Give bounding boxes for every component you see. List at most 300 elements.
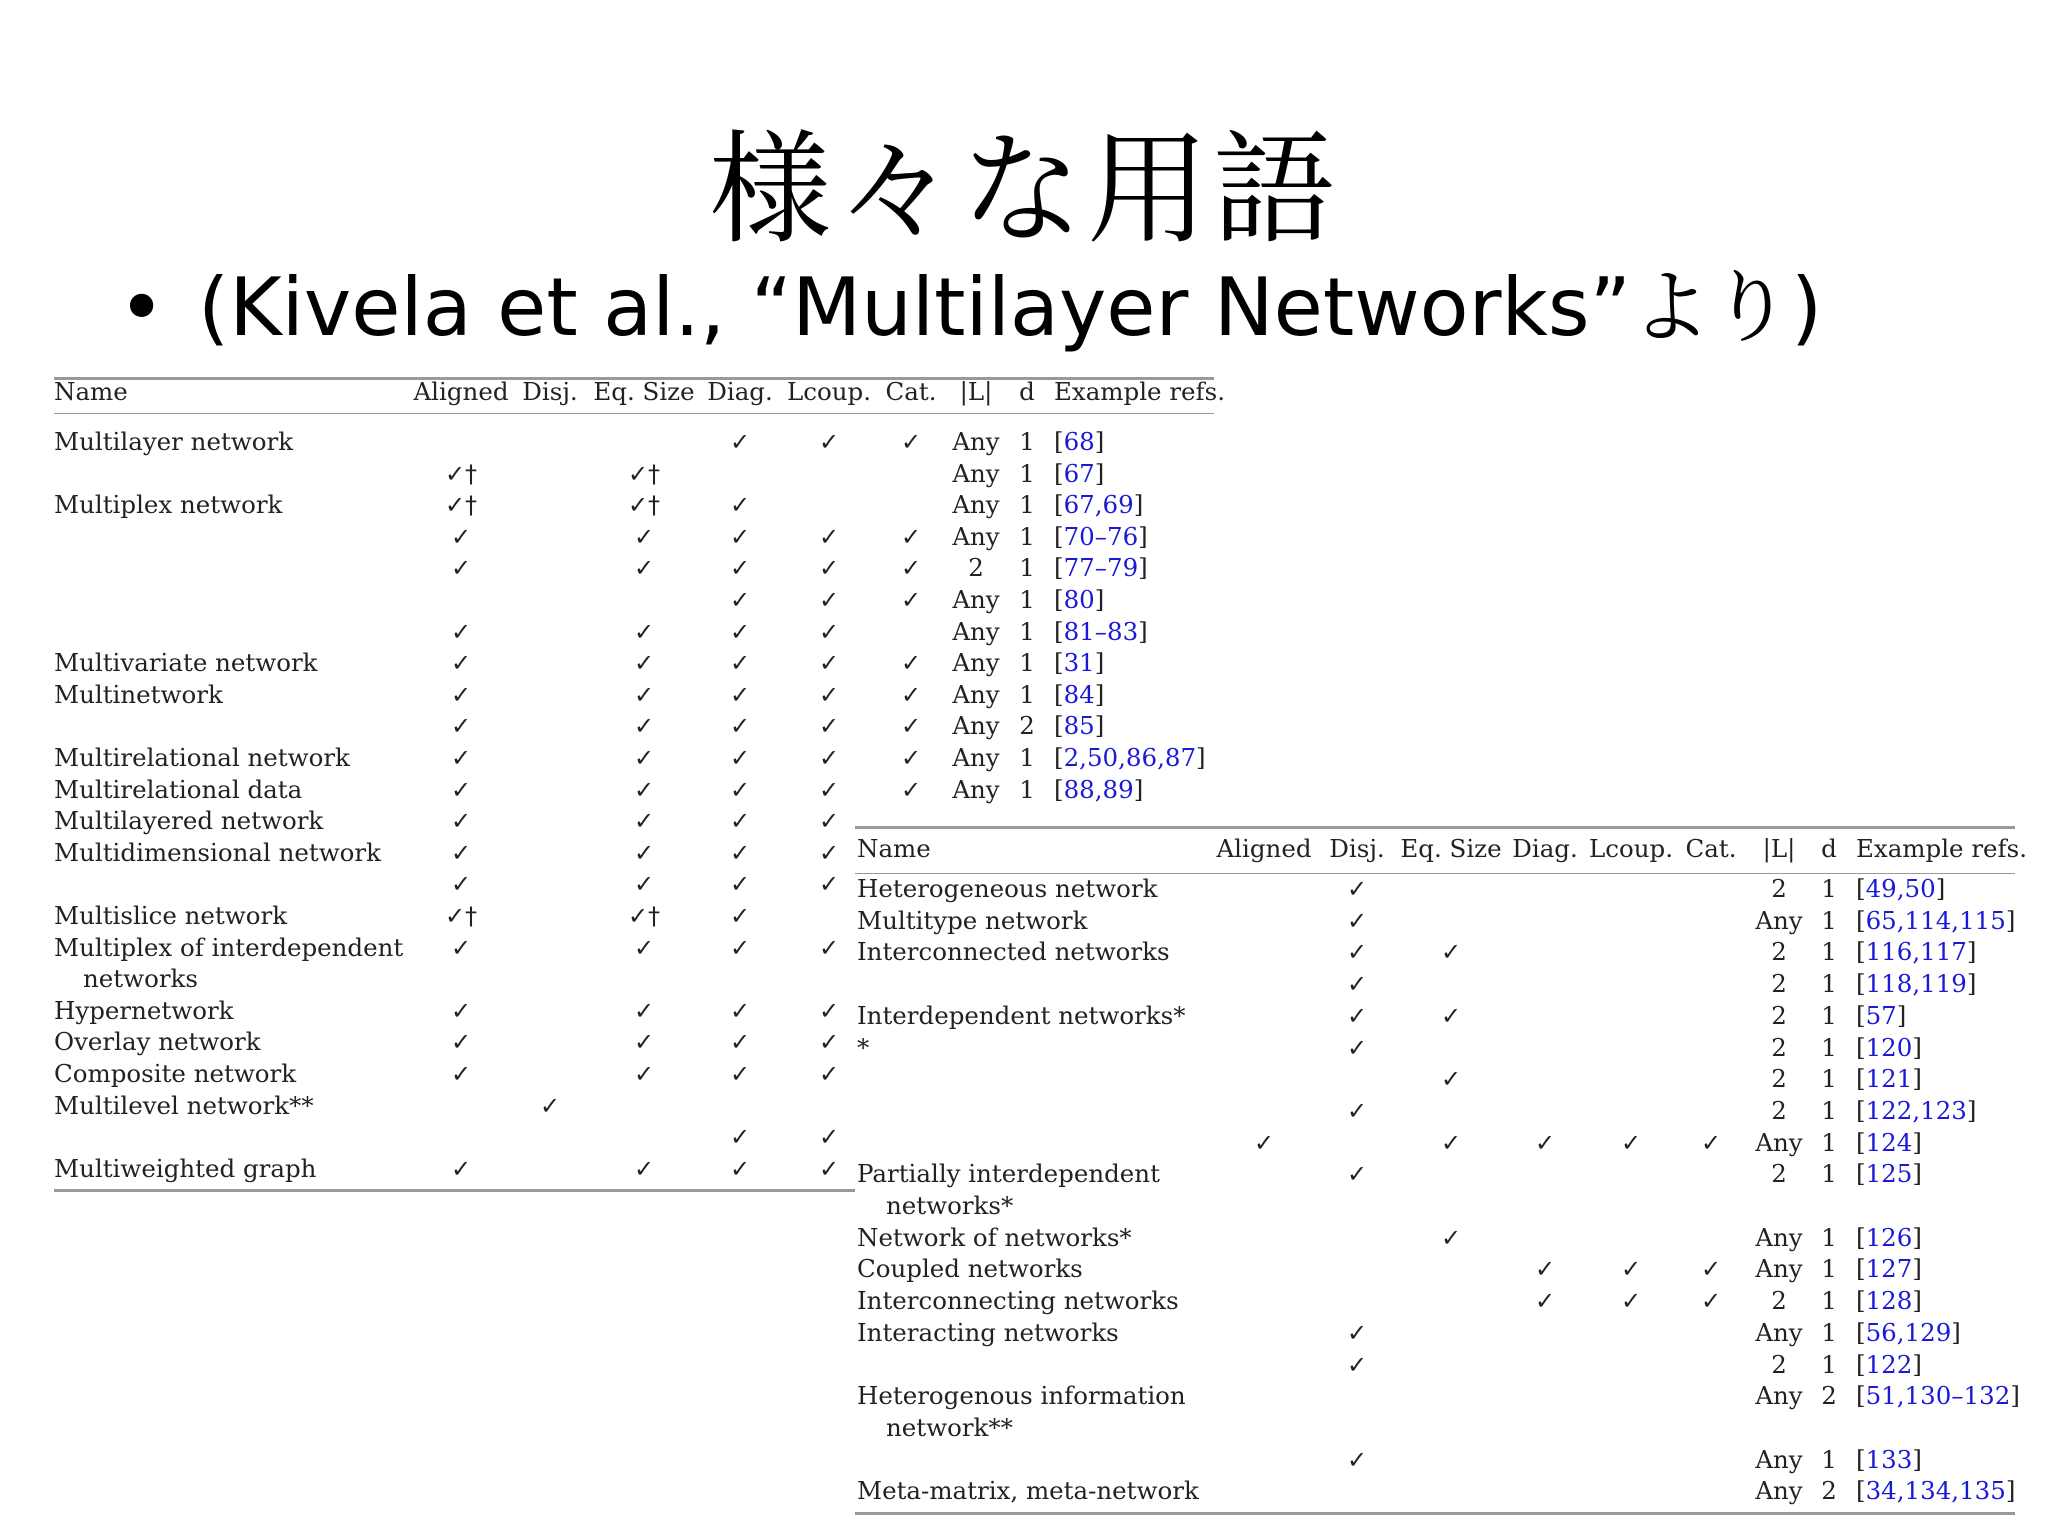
cell-cat: ✓: [900, 428, 922, 456]
row-name: Multiweighted graph: [54, 1153, 317, 1183]
row-name: *: [857, 1032, 870, 1062]
cell-layers: Any: [1755, 905, 1803, 935]
cell-d: 1: [1019, 458, 1035, 488]
row-name: Coupled networks: [857, 1254, 1083, 1284]
row-name: Heterogenous information: [857, 1381, 1186, 1411]
table-bottom-rule: [855, 1512, 2015, 1515]
cell-layers: 2: [1771, 1159, 1787, 1189]
column-header-aligned: Aligned: [413, 377, 509, 406]
cell-aligned: ✓: [450, 775, 472, 804]
row-refs: [1856, 1381, 2020, 1411]
cell-d: 1: [1821, 937, 1837, 967]
cell-aligned: ✓: [450, 712, 472, 741]
row-name: Multilayered network: [54, 806, 324, 836]
row-name: Partially interdependent: [857, 1159, 1160, 1189]
ref-bracket-open: [: [1856, 905, 1866, 935]
cell-layers: Any: [952, 648, 1000, 678]
cell-lcoup: ✓: [818, 554, 840, 583]
ref-link[interactable]: 34,134,135: [1865, 1476, 2006, 1506]
cell-d: 1: [1019, 553, 1035, 583]
row-refs: [1054, 427, 1104, 457]
cell-lcoup: ✓: [818, 1060, 840, 1088]
row-refs: [1054, 743, 1206, 773]
ref-bracket-close: ]: [1966, 1095, 1977, 1125]
ref-link[interactable]: 128: [1865, 1286, 1913, 1316]
cell-layers: 2: [1771, 1064, 1787, 1094]
cell-layers: Any: [1755, 1127, 1803, 1157]
cell-disj: ✓: [1346, 906, 1368, 935]
row-refs: [1856, 1128, 1922, 1158]
cell-d: 1: [1821, 1254, 1837, 1284]
cell-lcoup: ✓: [1620, 1255, 1642, 1284]
cell-d: 1: [1019, 427, 1035, 456]
cell-eq-size: ✓: [1440, 1223, 1462, 1252]
ref-link[interactable]: 127: [1865, 1254, 1913, 1284]
ref-link[interactable]: 116,117: [1865, 937, 1967, 967]
ref-bracket-open: [: [1054, 585, 1064, 614]
ref-bracket-open: [: [1054, 521, 1064, 551]
row-name: networks: [83, 964, 198, 994]
cell-disj: ✓: [1346, 1033, 1368, 1062]
column-header-cat: Cat.: [1685, 834, 1737, 863]
cell-d: 1: [1019, 521, 1035, 551]
cell-d: 1: [1821, 1222, 1837, 1252]
cell-d: 2: [1821, 1381, 1837, 1411]
ref-bracket-close: ]: [1196, 743, 1206, 772]
cell-diag: ✓: [729, 933, 751, 962]
cell-lcoup: ✓: [1620, 1128, 1642, 1157]
cell-layers: Any: [1755, 1222, 1803, 1252]
ref-bracket-open: [: [1054, 616, 1064, 646]
row-refs: [1856, 1350, 1922, 1380]
ref-bracket-open: [: [1856, 1286, 1866, 1316]
row-refs: [1856, 874, 1945, 904]
ref-link[interactable]: 122,123: [1865, 1095, 1967, 1125]
row-refs: [1856, 1033, 1922, 1063]
cell-d: 1: [1821, 1064, 1837, 1094]
cell-eq-size: ✓: [1440, 1128, 1462, 1157]
ref-link[interactable]: 120: [1865, 1032, 1913, 1062]
row-refs: [1054, 522, 1148, 552]
bullet-marker: •: [118, 261, 166, 354]
cell-eq-size: ✓: [633, 775, 655, 804]
cell-disj: ✓: [1346, 1001, 1368, 1030]
cell-cat: ✓: [1700, 1128, 1722, 1157]
ref-bracket-open: [: [1054, 427, 1064, 456]
column-header-aligned: Aligned: [1216, 834, 1312, 863]
ref-bracket-close: ]: [1966, 969, 1977, 999]
row-name: Hypernetwork: [54, 995, 234, 1025]
row-refs: [1054, 680, 1104, 710]
cell-aligned: ✓†: [444, 459, 478, 488]
row-refs: [1856, 969, 1976, 999]
ref-link[interactable]: 68: [1063, 427, 1095, 456]
cell-disj: ✓: [1346, 875, 1368, 903]
cell-lcoup: ✓: [1620, 1287, 1642, 1316]
cell-aligned: ✓: [450, 807, 472, 836]
ref-bracket-open: [: [1054, 743, 1064, 772]
ref-link[interactable]: 67: [1063, 458, 1095, 488]
cell-d: 1: [1019, 616, 1035, 646]
ref-link[interactable]: 70–76: [1063, 521, 1139, 551]
cell-cat: ✓: [900, 680, 922, 709]
ref-bracket-close: ]: [1094, 711, 1105, 741]
cell-diag: ✓: [729, 554, 751, 583]
cell-disj: ✓: [1346, 1350, 1368, 1379]
ref-link[interactable]: 121: [1865, 1064, 1913, 1094]
ref-bracket-close: ]: [2010, 1381, 2020, 1411]
ref-link[interactable]: 51,130–132: [1865, 1381, 2011, 1411]
row-name: Multilayer network: [54, 427, 294, 456]
row-refs: [1856, 937, 1976, 967]
cell-diag: ✓: [729, 712, 751, 741]
ref-bracket-close: ]: [2005, 905, 2016, 935]
cell-layers: 2: [1771, 969, 1787, 999]
cell-cat: ✓: [900, 775, 922, 804]
row-name: Multirelational network: [54, 743, 350, 772]
cell-layers: Any: [952, 774, 1000, 804]
row-refs: [1054, 775, 1143, 805]
ref-bracket-open: [: [1856, 1032, 1866, 1062]
cell-eq-size: ✓: [633, 617, 655, 646]
cell-aligned: ✓: [450, 522, 472, 551]
table-top-rule: [855, 826, 2015, 829]
cell-layers: Any: [1755, 1444, 1803, 1474]
cell-eq-size: ✓: [1440, 1001, 1462, 1030]
ref-link[interactable]: 67,69: [1063, 490, 1134, 520]
cell-diag: ✓: [729, 775, 751, 804]
cell-cat: ✓: [900, 649, 922, 678]
cell-diag: ✓: [729, 1060, 751, 1088]
cell-d: 1: [1019, 679, 1035, 709]
ref-bracket-close: ]: [1912, 1254, 1922, 1284]
cell-eq-size: ✓: [633, 807, 655, 836]
ref-bracket-close: ]: [1912, 1159, 1922, 1189]
cell-d: 1: [1821, 1095, 1837, 1125]
ref-bracket-open: [: [1856, 1222, 1866, 1252]
ref-bracket-open: [: [1856, 937, 1866, 967]
ref-bracket-close: ]: [1094, 427, 1105, 456]
cell-lcoup: ✓: [818, 838, 840, 867]
row-name: Interacting networks: [857, 1317, 1119, 1347]
cell-eq-size: ✓: [633, 838, 655, 867]
cell-lcoup: ✓: [818, 1154, 840, 1183]
row-refs: [1054, 617, 1148, 647]
cell-layers: Any: [952, 679, 1000, 709]
column-header-eq-size: Eq. Size: [593, 377, 695, 406]
cell-layers: Any: [1755, 1254, 1803, 1284]
ref-bracket-open: [: [1856, 1317, 1866, 1347]
ref-bracket-open: [: [1856, 1254, 1866, 1284]
cell-disj: ✓: [1346, 1096, 1368, 1125]
cell-layers: 2: [1771, 1349, 1787, 1379]
bullet-item: [118, 258, 1822, 358]
row-name: Multiplex of interdependent: [54, 932, 404, 962]
cell-cat: ✓: [900, 744, 922, 772]
cell-layers: Any: [952, 490, 1000, 520]
cell-diag: ✓: [729, 807, 751, 836]
ref-bracket-open: [: [1054, 774, 1064, 804]
row-name: Interconnected networks: [857, 937, 1170, 967]
cell-layers: 2: [1771, 1286, 1787, 1316]
row-name: Interdependent networks*: [857, 1000, 1186, 1030]
cell-d: 1: [1821, 1444, 1837, 1474]
column-header-layers: |L|: [1762, 834, 1796, 863]
ref-bracket-open: [: [1054, 711, 1064, 741]
cell-diag: ✓: [729, 522, 751, 551]
cell-d: 1: [1821, 874, 1837, 903]
ref-link[interactable]: 122: [1865, 1349, 1913, 1379]
ref-bracket-open: [: [1856, 1444, 1866, 1474]
cell-layers: 2: [1771, 1032, 1787, 1062]
cell-aligned: ✓: [450, 649, 472, 678]
cell-layers: 2: [1771, 1095, 1787, 1125]
cell-eq-size: ✓: [633, 1060, 655, 1088]
ref-link[interactable]: 84: [1063, 679, 1095, 709]
cell-lcoup: ✓: [818, 775, 840, 804]
cell-aligned: ✓: [450, 554, 472, 583]
row-refs: [1856, 1064, 1922, 1094]
cell-eq-size: ✓: [633, 712, 655, 741]
ref-bracket-open: [: [1856, 1127, 1866, 1157]
cell-lcoup: ✓: [818, 744, 840, 772]
cell-layers: Any: [952, 616, 1000, 646]
cell-eq-size: ✓†: [627, 491, 661, 520]
row-name: Multilevel network**: [54, 1090, 314, 1120]
ref-bracket-close: ]: [1094, 679, 1105, 709]
cell-eq-size: ✓: [1440, 1065, 1462, 1094]
cell-disj: ✓: [1346, 970, 1368, 999]
ref-bracket-open: [: [1856, 1159, 1866, 1189]
cell-cat: ✓: [900, 554, 922, 583]
column-header-cat: Cat.: [885, 377, 937, 406]
cell-eq-size: ✓: [633, 933, 655, 962]
row-name: Meta-matrix, meta-network: [857, 1476, 1199, 1506]
cell-aligned: ✓: [450, 933, 472, 962]
ref-link[interactable]: 31: [1063, 648, 1095, 678]
cell-diag: ✓: [729, 428, 751, 456]
ref-link[interactable]: 125: [1865, 1159, 1913, 1189]
cell-eq-size: ✓: [633, 1028, 655, 1057]
cell-eq-size: ✓: [633, 522, 655, 551]
cell-lcoup: ✓: [818, 1028, 840, 1057]
ref-bracket-close: ]: [1912, 1349, 1922, 1379]
ref-link[interactable]: 77–79: [1063, 553, 1139, 583]
bullet-text: (Kivela et al., “Multilayer Networks”より): [198, 261, 1823, 354]
cell-aligned: ✓: [450, 996, 472, 1025]
row-name: Multivariate network: [54, 648, 318, 678]
cell-eq-size: ✓†: [627, 459, 661, 488]
row-refs: [1856, 1286, 1922, 1316]
ref-bracket-close: ]: [1133, 774, 1144, 804]
cell-lcoup: ✓: [818, 870, 840, 899]
column-header-diag: Diag.: [707, 377, 773, 406]
ref-link[interactable]: 88,89: [1063, 774, 1134, 804]
row-refs: [1054, 585, 1104, 615]
ref-bracket-close: ]: [1138, 553, 1148, 583]
cell-lcoup: ✓: [818, 680, 840, 709]
cell-layers: Any: [952, 458, 1000, 488]
ref-link[interactable]: 118,119: [1865, 969, 1967, 999]
cell-cat: ✓: [900, 712, 922, 741]
cell-d: 1: [1019, 648, 1035, 678]
cell-eq-size: ✓: [633, 744, 655, 772]
cell-layers: 2: [1771, 1000, 1787, 1030]
ref-bracket-open: [: [1856, 1000, 1866, 1030]
cell-d: 1: [1019, 774, 1035, 804]
ref-link[interactable]: 85: [1063, 711, 1095, 741]
cell-layers: 2: [1771, 874, 1787, 903]
ref-link[interactable]: 124: [1865, 1127, 1913, 1157]
row-name: Multitype network: [857, 905, 1088, 935]
cell-d: 1: [1821, 905, 1837, 935]
cell-eq-size: ✓†: [627, 902, 661, 930]
row-name: Multirelational data: [54, 774, 303, 804]
cell-aligned: ✓: [450, 680, 472, 709]
cell-diag: ✓: [729, 902, 751, 930]
row-name: Multidimensional network: [54, 837, 381, 867]
column-header-lcoup: Lcoup.: [787, 377, 871, 406]
ref-bracket-open: [: [1054, 553, 1064, 583]
ref-bracket-close: ]: [1912, 1064, 1922, 1094]
row-name: network**: [886, 1412, 1013, 1442]
ref-bracket-close: ]: [1951, 1317, 1961, 1347]
row-refs: [1054, 648, 1104, 678]
row-name: Network of networks*: [857, 1222, 1132, 1252]
ref-bracket-open: [: [1856, 1064, 1866, 1094]
row-name: Overlay network: [54, 1027, 261, 1057]
ref-link[interactable]: 126: [1865, 1222, 1913, 1252]
row-refs: [1856, 1254, 1922, 1284]
column-header-eq-size: Eq. Size: [1400, 834, 1502, 863]
ref-bracket-close: ]: [1138, 616, 1148, 646]
cell-lcoup: ✓: [818, 649, 840, 678]
cell-aligned: ✓: [1253, 1128, 1275, 1157]
cell-lcoup: ✓: [818, 807, 840, 836]
cell-diag: ✓: [729, 1028, 751, 1057]
column-header-refs: Example refs.: [1856, 834, 2027, 863]
cell-cat: ✓: [900, 522, 922, 551]
cell-layers: Any: [952, 521, 1000, 551]
row-refs: [1856, 1476, 2015, 1506]
column-header-name: Name: [54, 377, 128, 406]
ref-link[interactable]: 49,50: [1865, 874, 1936, 903]
ref-bracket-open: [: [1856, 1381, 1866, 1411]
cell-aligned: ✓†: [444, 902, 478, 930]
row-name: Composite network: [54, 1059, 297, 1088]
cell-layers: Any: [1755, 1317, 1803, 1347]
ref-link[interactable]: 80: [1063, 585, 1095, 614]
cell-cat: ✓: [900, 586, 922, 614]
table-right: [855, 826, 2027, 1516]
ref-link[interactable]: 2,50,86,87: [1063, 743, 1197, 772]
ref-link[interactable]: 65,114,115: [1865, 905, 2006, 935]
ref-bracket-open: [: [1856, 1095, 1866, 1125]
column-header-d: d: [1821, 834, 1837, 863]
ref-bracket-close: ]: [1094, 585, 1105, 614]
cell-layers: Any: [1755, 1476, 1803, 1506]
cell-aligned: ✓: [450, 744, 472, 772]
cell-d: 1: [1019, 490, 1035, 520]
ref-bracket-open: [: [1054, 648, 1064, 678]
cell-diag: ✓: [729, 680, 751, 709]
column-header-disj: Disj.: [522, 377, 578, 406]
row-name: Interconnecting networks: [857, 1286, 1179, 1316]
cell-diag: ✓: [729, 996, 751, 1025]
cell-layers: Any: [952, 711, 1000, 741]
ref-bracket-close: ]: [1912, 1032, 1922, 1062]
row-name: Heterogeneous network: [857, 874, 1158, 903]
cell-aligned: ✓: [450, 870, 472, 899]
row-refs: [1856, 1096, 1976, 1126]
ref-bracket-close: ]: [1896, 1000, 1907, 1030]
row-refs: [1054, 459, 1104, 489]
ref-bracket-open: [: [1856, 874, 1866, 903]
cell-aligned: ✓†: [444, 491, 478, 520]
cell-d: 1: [1821, 1286, 1837, 1316]
ref-bracket-close: ]: [1094, 648, 1105, 678]
cell-d: 1: [1821, 1317, 1837, 1347]
cell-lcoup: ✓: [818, 1123, 840, 1152]
cell-d: 1: [1019, 743, 1035, 772]
cell-eq-size: ✓: [633, 870, 655, 899]
ref-bracket-close: ]: [1133, 490, 1144, 520]
ref-link[interactable]: 133: [1865, 1444, 1913, 1474]
cell-lcoup: ✓: [818, 617, 840, 646]
ref-bracket-open: [: [1856, 969, 1866, 999]
cell-diag: ✓: [729, 586, 751, 614]
cell-diag: ✓: [729, 649, 751, 678]
cell-d: 1: [1821, 1000, 1837, 1030]
row-refs: [1054, 490, 1143, 520]
ref-link[interactable]: 57: [1865, 1000, 1897, 1030]
cell-d: 1: [1821, 969, 1837, 999]
cell-lcoup: ✓: [818, 933, 840, 962]
cell-lcoup: ✓: [818, 712, 840, 741]
slide-title: 様々な用語: [709, 119, 1339, 261]
ref-link[interactable]: 81–83: [1063, 616, 1139, 646]
cell-aligned: ✓: [450, 1154, 472, 1183]
cell-d: 2: [1019, 711, 1035, 741]
cell-diag: ✓: [729, 838, 751, 867]
row-name: Multinetwork: [54, 679, 223, 709]
cell-layers: 2: [1771, 937, 1787, 967]
ref-link[interactable]: 56,129: [1865, 1317, 1952, 1347]
cell-disj: ✓: [539, 1091, 561, 1120]
ref-bracket-close: ]: [1912, 1286, 1922, 1316]
column-header-diag: Diag.: [1512, 834, 1578, 863]
cell-diag: ✓: [729, 1154, 751, 1183]
cell-d: 1: [1821, 1032, 1837, 1062]
cell-lcoup: ✓: [818, 586, 840, 614]
cell-lcoup: ✓: [818, 996, 840, 1025]
row-refs: [1856, 1445, 1922, 1475]
ref-bracket-open: [: [1856, 1349, 1866, 1379]
row-refs: [1856, 1223, 1922, 1253]
cell-diag: ✓: [729, 744, 751, 772]
column-header-lcoup: Lcoup.: [1589, 834, 1673, 863]
cell-cat: ✓: [1700, 1287, 1722, 1316]
cell-diag: ✓: [1534, 1128, 1556, 1157]
ref-bracket-close: ]: [1912, 1444, 1922, 1474]
ref-bracket-open: [: [1054, 458, 1064, 488]
cell-eq-size: ✓: [633, 680, 655, 709]
row-refs: [1054, 553, 1148, 583]
cell-lcoup: ✓: [818, 428, 840, 456]
cell-eq-size: ✓: [633, 649, 655, 678]
cell-aligned: ✓: [450, 1060, 472, 1088]
cell-d: 1: [1821, 1159, 1837, 1189]
